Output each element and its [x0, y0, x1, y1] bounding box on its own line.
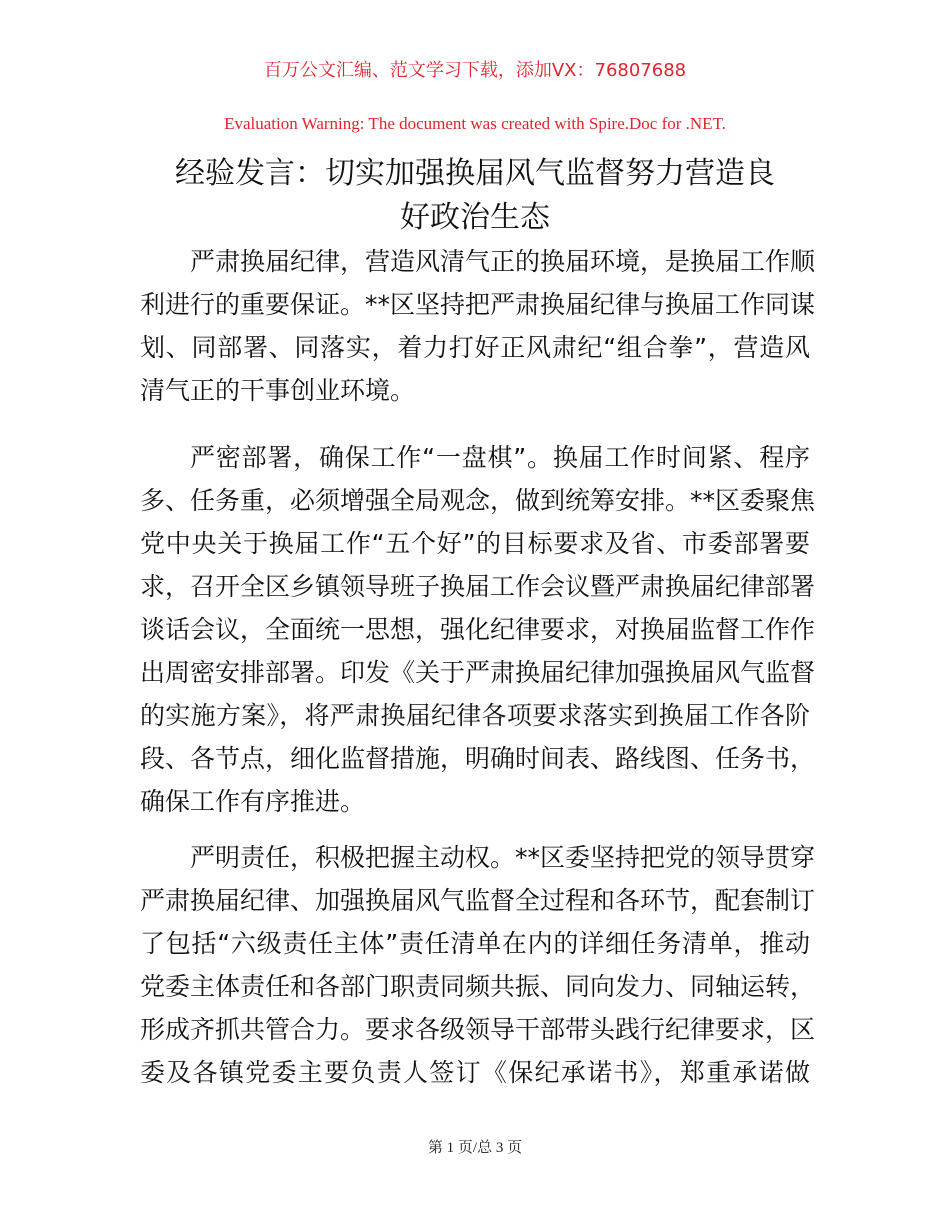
text-line: 党委主体责任和各部门职责同频共振、同向发力、同轴运转，: [140, 972, 816, 1001]
text-line: 确保工作有序推进。: [140, 787, 366, 816]
title-line: 经验发言：切实加强换届风气监督努力营造良: [175, 156, 775, 191]
text-line: 多、任务重，必须增强全局观念，做到统筹安排。**区委聚焦: [140, 486, 816, 515]
text-line: 严密部署，确保工作“一盘棋”。换届工作时间紧、程序: [190, 443, 810, 472]
text-line: 严肃换届纪律，营造风清气正的换届环境，是换届工作顺: [190, 247, 816, 276]
evaluation-warning: Evaluation Warning: The document was created with Spire.Doc for .NET.: [224, 114, 726, 133]
text-line: 利进行的重要保证。**区坚持把严肃换届纪律与换届工作同谋: [140, 290, 816, 319]
text-line: 清气正的干事创业环境。: [140, 376, 416, 405]
text-line: 段、各节点，细化监督措施，明确时间表、路线图、任务书，: [140, 744, 816, 773]
text-line: 了包括“六级责任主体”责任清单在内的详细任务清单，推动: [140, 929, 810, 958]
page-footer: 第 1 页/总 3 页: [427, 1140, 523, 1156]
paragraph-1: [140, 240, 816, 412]
text-line: 形成齐抓共管合力。要求各级领导干部带头践行纪律要求，区: [140, 1015, 816, 1044]
text-line: 的实施方案》，将严肃换届纪律各项要求落实到换届工作各阶: [140, 701, 810, 730]
title-line: 好政治生态: [400, 200, 550, 235]
text-line: 党中央关于换届工作“五个好”的目标要求及省、市委部署要: [140, 529, 810, 558]
text-line: 划、同部署、同落实，着力打好正风肃纪“组合拳”，营造风: [140, 333, 810, 362]
text-line: 求，召开全区乡镇领导班子换届工作会议暨严肃换届纪律部署: [140, 572, 816, 601]
text-line: 委及各镇党委主要负责人签订《保纪承诺书》，郑重承诺做: [140, 1058, 810, 1087]
text-line: 严明责任，积极把握主动权。**区委坚持把党的领导贯穿: [190, 843, 816, 872]
paragraph-3: [140, 836, 816, 1094]
text-line: 谈话会议，全面统一思想，强化纪律要求，对换届监督工作作: [140, 615, 816, 644]
document-title: [120, 152, 830, 240]
watermark-banner: 百万公文汇编、范文学习下载，添加VX：76807688: [263, 60, 687, 81]
text-line: 出周密安排部署。印发《关于严肃换届纪律加强换届风气监督: [140, 658, 816, 687]
paragraph-2: [140, 436, 816, 823]
text-line: 严肃换届纪律、加强换届风气监督全过程和各环节，配套制订: [140, 886, 816, 915]
